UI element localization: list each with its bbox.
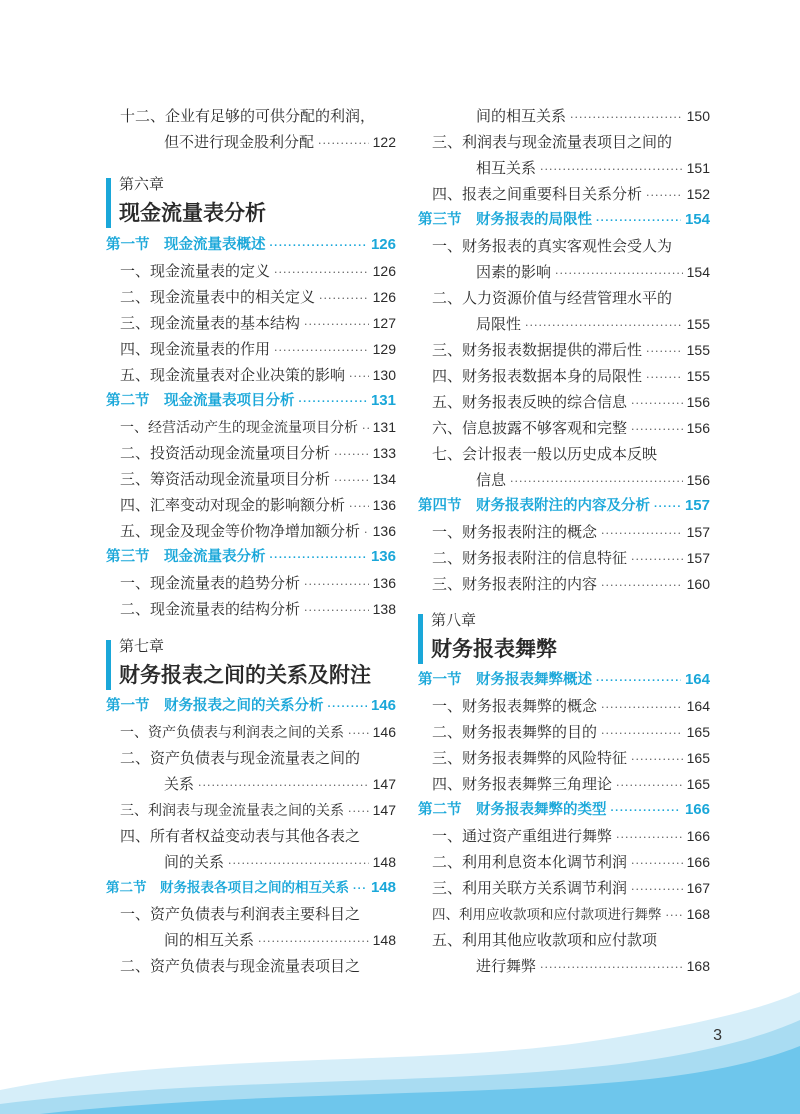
entry-text: 四、报表之间重要科目关系分析 (432, 185, 643, 203)
entry-page: 168 (686, 906, 710, 922)
leader-dots (304, 600, 369, 622)
entry-page: 157 (686, 524, 710, 540)
toc-entry[interactable] (418, 773, 710, 795)
toc-entry[interactable] (418, 313, 710, 335)
toc-entry[interactable] (418, 287, 710, 309)
entry-text: 三、利用关联方关系调节利润 (432, 879, 628, 897)
leader-dots (646, 341, 683, 363)
leader-dots (334, 444, 369, 466)
toc-entry[interactable] (106, 312, 396, 334)
entry-page: 155 (686, 316, 710, 332)
section-entry[interactable] (418, 209, 710, 231)
toc-entry[interactable] (106, 773, 396, 795)
toc-entry[interactable] (418, 391, 710, 413)
leader-dots (270, 547, 367, 569)
entry-page: 136 (372, 523, 396, 539)
entry-text: 一、财务报表舞弊的概念 (432, 697, 598, 715)
entry-text: 四、财务报表舞弊三角理论 (432, 775, 613, 793)
toc-entry[interactable] (106, 851, 396, 873)
leader-dots (270, 235, 367, 257)
entry-page: 164 (686, 698, 710, 714)
section-page: 131 (370, 392, 396, 409)
toc-entry[interactable] (106, 468, 396, 490)
entry-page: 138 (372, 601, 396, 617)
leader-dots (646, 367, 683, 389)
leader-dots (328, 696, 367, 718)
section-page: 154 (684, 211, 710, 228)
entry-page: 134 (372, 471, 396, 487)
section-text: 第一节 财务报表舞弊概述 (418, 672, 592, 688)
section-page: 136 (370, 548, 396, 565)
toc-entry[interactable] (106, 364, 396, 386)
entry-page: 167 (686, 880, 710, 896)
toc-entry[interactable] (106, 825, 396, 847)
toc-entry[interactable] (106, 598, 396, 620)
leader-dots (258, 931, 369, 953)
entry-text: 二、资产负债表与现金流量表之间的 (120, 749, 361, 767)
leader-dots (510, 471, 683, 493)
chapter-bar (418, 614, 423, 664)
leader-dots (334, 470, 369, 492)
entry-text: 间的相互关系 (164, 931, 255, 949)
entry-page: 151 (686, 160, 710, 176)
chapter-number: 第六章 (119, 175, 165, 193)
leader-dots (349, 366, 369, 388)
entry-text: 局限性 (476, 315, 522, 333)
entry-text: 一、资产负债表与利润表主要科目之 (120, 905, 361, 923)
toc-entry[interactable] (418, 929, 710, 951)
section-text: 第二节 现金流量表项目分析 (106, 393, 295, 409)
entry-page: 147 (372, 776, 396, 792)
leader-dots (631, 853, 683, 875)
toc-entry[interactable] (418, 721, 710, 743)
entry-text: 二、投资活动现金流量项目分析 (120, 444, 331, 462)
leader-dots (228, 853, 369, 875)
leader-dots (318, 133, 369, 155)
entry-page: 166 (686, 828, 710, 844)
leader-dots (601, 723, 683, 745)
entry-text: 三、财务报表附注的内容 (432, 575, 598, 593)
toc-entry[interactable] (418, 469, 710, 491)
entry-text: 四、利用应收款项和应付款项进行舞弊 (432, 907, 662, 923)
leader-dots (601, 523, 683, 545)
entry-text: 五、现金流量表对企业决策的影响 (120, 366, 346, 384)
section-page: 146 (370, 697, 396, 714)
entry-page: 122 (372, 134, 396, 150)
entry-text: 二、人力资源价值与经营管理水平的 (432, 289, 673, 307)
toc-entry[interactable] (418, 877, 710, 899)
entry-page: 136 (372, 575, 396, 591)
toc-entry[interactable] (418, 183, 710, 205)
section-entry[interactable] (418, 495, 710, 517)
entry-text: 五、现金及现金等价物净增加额分析 (120, 522, 361, 540)
leader-dots (631, 549, 683, 571)
section-page: 157 (684, 497, 710, 514)
toc-entry[interactable] (106, 929, 396, 951)
leader-dots (611, 800, 681, 822)
entry-page: 156 (686, 472, 710, 488)
leader-dots (631, 879, 683, 901)
entry-page: 156 (686, 394, 710, 410)
entry-text: 相互关系 (476, 159, 537, 177)
entry-text: 四、财务报表数据本身的局限性 (432, 367, 643, 385)
entry-page: 165 (686, 750, 710, 766)
chapter-7-heading (106, 636, 396, 692)
section-page: 148 (370, 879, 396, 896)
entry-page: 166 (686, 854, 710, 870)
leader-dots (666, 905, 683, 927)
entry-text: 信息 (476, 471, 507, 489)
toc-entry[interactable] (106, 105, 396, 127)
entry-text: 三、利润表与现金流量表之间的关系 (120, 803, 344, 819)
toc-entry[interactable] (418, 157, 710, 179)
toc-entry[interactable] (418, 261, 710, 283)
entry-text: 三、财务报表数据提供的滞后性 (432, 341, 643, 359)
chapter-title: 现金流量表分析 (119, 201, 266, 225)
section-text: 第一节 财务报表之间的关系分析 (106, 698, 324, 714)
entry-page: 127 (372, 315, 396, 331)
entry-page: 152 (686, 186, 710, 202)
entry-page: 148 (372, 854, 396, 870)
leader-dots (299, 391, 367, 413)
entry-text: 三、筹资活动现金流量项目分析 (120, 470, 331, 488)
entry-text: 五、利用其他应收款项和应付款项 (432, 931, 658, 949)
section-text: 第三节 财务报表的局限性 (418, 212, 592, 228)
leader-dots (198, 775, 369, 797)
entry-page: 155 (686, 342, 710, 358)
toc-entry[interactable] (418, 521, 710, 543)
entry-text: 间的相互关系 (476, 107, 567, 125)
leader-dots (646, 185, 683, 207)
entry-page: 155 (686, 368, 710, 384)
entry-text: 二、资产负债表与现金流量表项目之 (120, 957, 361, 975)
leader-dots (631, 749, 683, 771)
section-text: 第二节 财务报表各项目之间的相互关系 (106, 880, 349, 895)
toc-entry[interactable] (418, 365, 710, 387)
section-text: 第三节 现金流量表分析 (106, 549, 266, 565)
chapter-6-heading (106, 174, 396, 230)
toc-entry[interactable] (106, 799, 396, 821)
entry-text: 因素的影响 (476, 263, 552, 281)
entry-text: 六、信息披露不够客观和完整 (432, 419, 628, 437)
footer-wave-decoration (0, 980, 800, 1114)
entry-text: 间的关系 (164, 853, 225, 871)
entry-text: 一、经营活动产生的现金流量项目分析 (120, 420, 358, 436)
toc-entry[interactable] (418, 825, 710, 847)
chapter-title: 财务报表之间的关系及附注 (119, 663, 371, 687)
leader-dots (596, 670, 681, 692)
toc-entry[interactable] (106, 416, 396, 438)
page-number: 3 (713, 1027, 722, 1044)
chapter-bar (106, 640, 111, 690)
entry-page: 148 (372, 932, 396, 948)
section-text: 第二节 财务报表舞弊的类型 (418, 802, 607, 818)
toc-entry[interactable] (418, 131, 710, 153)
leader-dots (348, 723, 369, 745)
entry-page: 165 (686, 724, 710, 740)
leader-dots (348, 801, 369, 823)
leader-dots (601, 575, 683, 597)
toc-entry[interactable] (106, 338, 396, 360)
toc-entry[interactable] (106, 442, 396, 464)
leader-dots (616, 775, 683, 797)
leader-dots (304, 314, 369, 336)
chapter-number: 第七章 (119, 637, 165, 655)
leader-dots (525, 315, 683, 337)
toc-entry[interactable] (106, 494, 396, 516)
section-entry[interactable] (418, 799, 710, 821)
leader-dots (540, 159, 683, 181)
toc-entry[interactable] (106, 260, 396, 282)
leader-dots (570, 107, 683, 129)
leader-dots (654, 496, 681, 518)
toc-entry[interactable] (106, 955, 396, 977)
leader-dots (319, 288, 369, 310)
entry-page: 160 (686, 576, 710, 592)
leader-dots (364, 522, 369, 544)
entry-page: 146 (372, 724, 396, 740)
leader-dots (555, 263, 683, 285)
leader-dots (601, 697, 683, 719)
leader-dots (274, 262, 369, 284)
chapter-bar (106, 178, 111, 228)
entry-text: 四、汇率变动对现金的影响额分析 (120, 496, 346, 514)
leader-dots (596, 210, 681, 232)
entry-text: 二、财务报表舞弊的目的 (432, 723, 598, 741)
toc-entry[interactable] (418, 573, 710, 595)
entry-text: 二、财务报表附注的信息特征 (432, 549, 628, 567)
entry-page: 150 (686, 108, 710, 124)
entry-text: 一、财务报表附注的概念 (432, 523, 598, 541)
leader-dots (631, 419, 683, 441)
section-entry[interactable] (106, 546, 396, 568)
entry-text: 一、现金流量表的趋势分析 (120, 574, 301, 592)
entry-page: 147 (372, 802, 396, 818)
toc-entry[interactable] (418, 443, 710, 465)
entry-text: 五、财务报表反映的综合信息 (432, 393, 628, 411)
entry-text: 进行舞弊 (476, 957, 537, 975)
entry-text: 四、现金流量表的作用 (120, 340, 271, 358)
leader-dots (362, 418, 369, 440)
entry-text: 关系 (164, 775, 195, 793)
entry-page: 156 (686, 420, 710, 436)
toc-entry[interactable] (418, 235, 710, 257)
leader-dots (540, 957, 683, 979)
chapter-title: 财务报表舞弊 (431, 637, 557, 661)
chapter-8-heading (418, 610, 710, 666)
entry-text: 一、财务报表的真实客观性会受人为 (432, 237, 673, 255)
toc-entry[interactable] (418, 955, 710, 977)
toc-entry[interactable] (106, 721, 396, 743)
section-page: 126 (370, 236, 396, 253)
section-entry[interactable] (418, 669, 710, 691)
toc-entry[interactable] (418, 339, 710, 361)
section-entry[interactable] (106, 234, 396, 256)
entry-page: 126 (372, 263, 396, 279)
entry-text: 七、会计报表一般以历史成本反映 (432, 445, 658, 463)
leader-dots (349, 496, 369, 518)
entry-text: 四、所有者权益变动表与其他各表之 (120, 827, 361, 845)
entry-page: 129 (372, 341, 396, 357)
entry-text: 二、现金流量表中的相关定义 (120, 288, 316, 306)
entry-text: 三、利润表与现金流量表项目之间的 (432, 133, 673, 151)
toc-entry[interactable] (418, 747, 710, 769)
entry-text: 一、现金流量表的定义 (120, 262, 271, 280)
entry-text: 三、现金流量表的基本结构 (120, 314, 301, 332)
entry-page: 168 (686, 958, 710, 974)
entry-page: 126 (372, 289, 396, 305)
section-entry[interactable] (106, 390, 396, 412)
leader-dots (631, 393, 683, 415)
section-text: 第四节 财务报表附注的内容及分析 (418, 498, 650, 514)
entry-page: 133 (372, 445, 396, 461)
section-page: 164 (684, 671, 710, 688)
entry-text: 但不进行现金股利分配 (164, 133, 315, 151)
leader-dots (274, 340, 369, 362)
entry-page: 131 (372, 419, 396, 435)
section-text: 第一节 现金流量表概述 (106, 237, 266, 253)
toc-entry[interactable] (106, 286, 396, 308)
toc-entry[interactable] (418, 547, 710, 569)
entry-text: 二、利用利息资本化调节利润 (432, 853, 628, 871)
section-entry[interactable] (106, 877, 396, 899)
entry-page: 165 (686, 776, 710, 792)
entry-text: 十二、企业有足够的可供分配的利润， (120, 107, 376, 125)
entry-text: 三、财务报表舞弊的风险特征 (432, 749, 628, 767)
chapter-number: 第八章 (431, 611, 477, 629)
entry-text: 一、通过资产重组进行舞弊 (432, 827, 613, 845)
toc-entry[interactable] (418, 695, 710, 717)
leader-dots (616, 827, 683, 849)
leader-dots (353, 878, 367, 900)
toc-entry[interactable] (418, 105, 710, 127)
toc-entry[interactable] (418, 903, 710, 925)
entry-page: 154 (686, 264, 710, 280)
entry-page: 136 (372, 497, 396, 513)
toc-entry[interactable] (418, 417, 710, 439)
toc-entry[interactable] (106, 747, 396, 769)
entry-page: 130 (372, 367, 396, 383)
toc-entry[interactable] (106, 903, 396, 925)
entry-text: 一、资产负债表与利润表之间的关系 (120, 725, 344, 741)
entry-text: 二、现金流量表的结构分析 (120, 600, 301, 618)
toc-entry[interactable] (106, 520, 396, 542)
entry-page: 157 (686, 550, 710, 566)
toc-entry[interactable] (106, 131, 396, 153)
section-entry[interactable] (106, 695, 396, 717)
leader-dots (304, 574, 369, 596)
toc-entry[interactable] (106, 572, 396, 594)
toc-entry[interactable] (418, 851, 710, 873)
section-page: 166 (684, 801, 710, 818)
